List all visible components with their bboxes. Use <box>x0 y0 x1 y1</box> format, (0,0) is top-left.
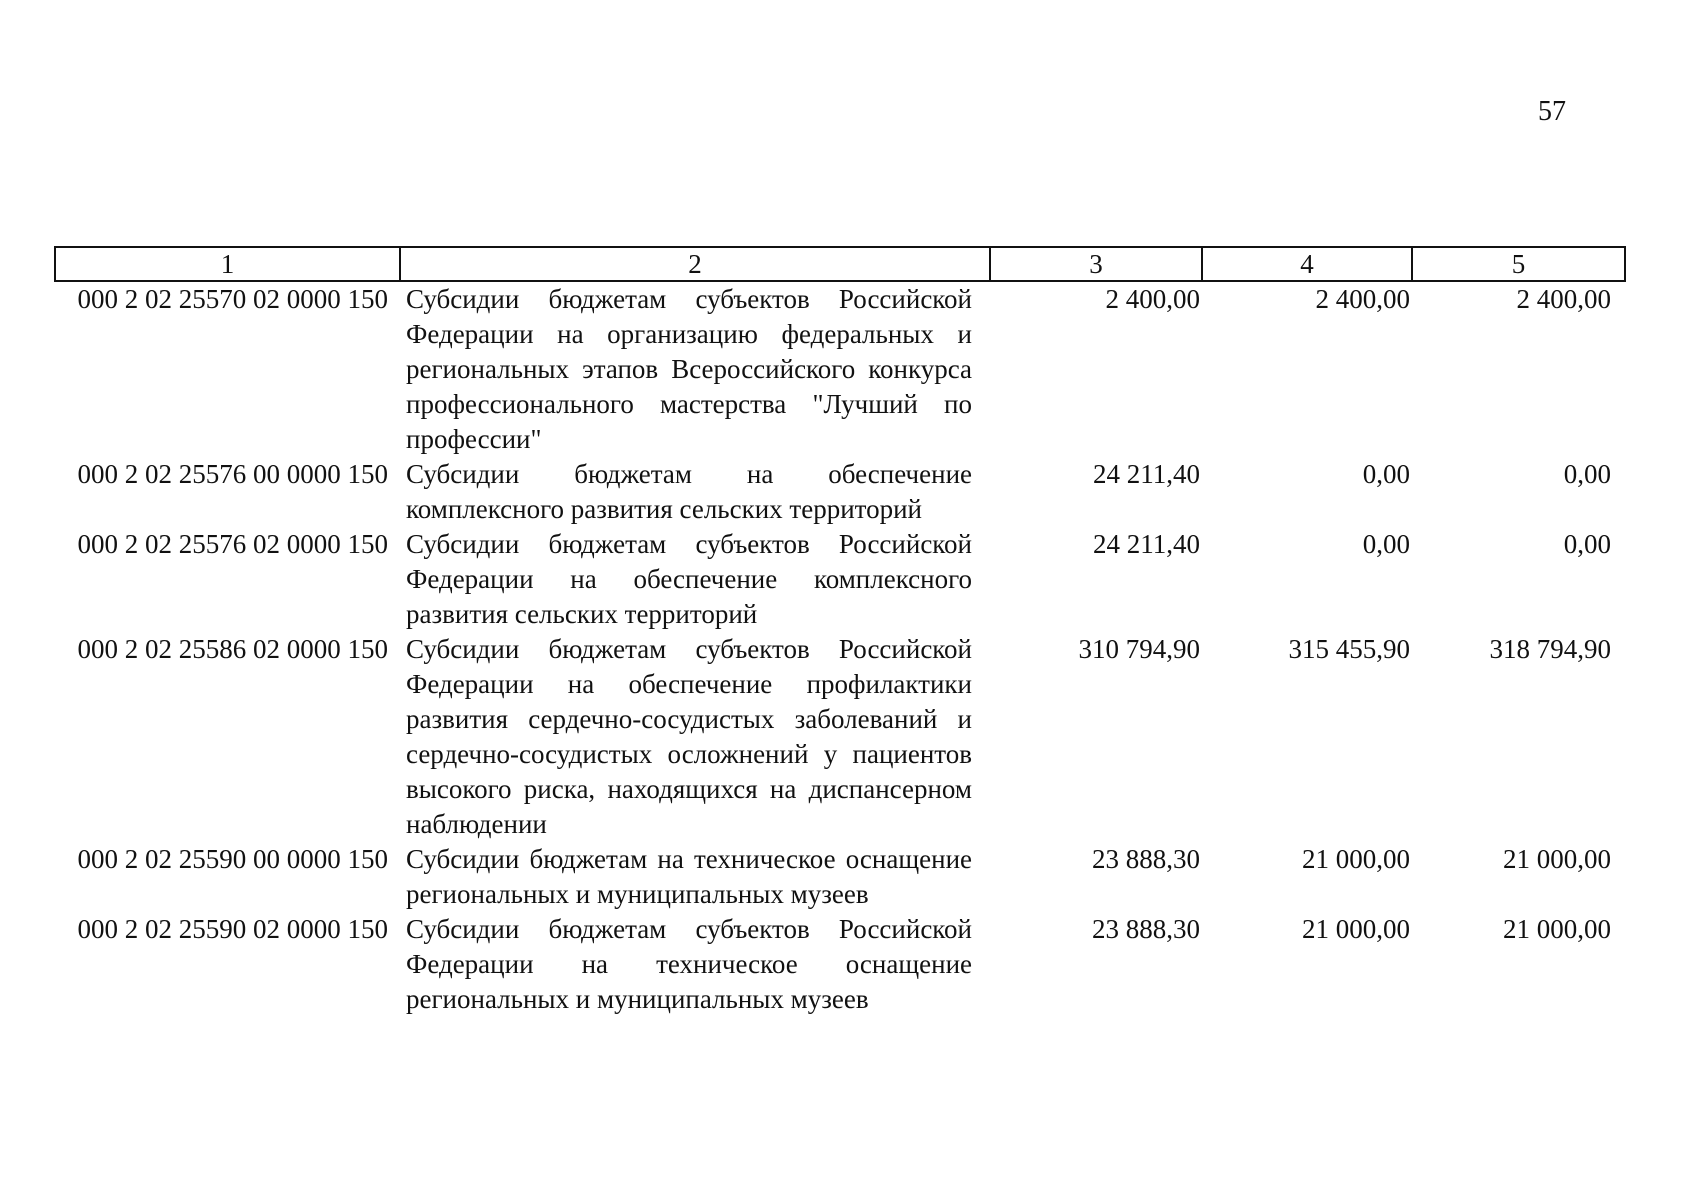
amount-col-5: 2 400,00 <box>1516 284 1611 314</box>
row-description: Субсидии бюджетам субъектов Российской Федерации на организацию федеральных и региональных этапов Всероссийского конкурса профессионального мастерства "Лучший по профессии" <box>406 284 972 454</box>
table-row <box>55 912 1625 1017</box>
header-col-3: 3 <box>990 247 1202 281</box>
amount-col-4: 2 400,00 <box>1315 284 1410 314</box>
budget-code: 000 2 02 25590 02 0000 150 <box>77 914 388 944</box>
amount-col-5: 0,00 <box>1563 529 1611 559</box>
amount-col-5: 21 000,00 <box>1503 914 1611 944</box>
row-description: Субсидии бюджетам субъектов Российской Федерации на обеспечение комплексного развития сельских территорий <box>406 529 972 629</box>
budget-code: 000 2 02 25590 00 0000 150 <box>77 844 388 874</box>
amount-col-5: 318 794,90 <box>1489 634 1611 664</box>
amount-col-4: 0,00 <box>1362 529 1410 559</box>
header-col-1: 1 <box>55 247 400 281</box>
table-row <box>55 527 1625 632</box>
amount-col-3: 310 794,90 <box>1078 634 1200 664</box>
table-header <box>55 247 1625 281</box>
page-number: 57 <box>1538 96 1566 127</box>
budget-code: 000 2 02 25586 02 0000 150 <box>77 634 388 664</box>
header-col-5: 5 <box>1412 247 1625 281</box>
amount-col-3: 2 400,00 <box>1105 284 1200 314</box>
amount-col-3: 23 888,30 <box>1092 914 1200 944</box>
amount-col-4: 21 000,00 <box>1302 844 1410 874</box>
amount-col-3: 24 211,40 <box>1093 459 1200 489</box>
budget-code: 000 2 02 25570 02 0000 150 <box>77 284 388 314</box>
row-description: Субсидии бюджетам на обеспечение комплексного развития сельских территорий <box>406 459 972 524</box>
amount-col-5: 21 000,00 <box>1503 844 1611 874</box>
table-row <box>55 457 1625 527</box>
amount-col-3: 23 888,30 <box>1092 844 1200 874</box>
row-description: Субсидии бюджетам субъектов Российской Федерации на техническое оснащение региональных и муниципальных музеев <box>406 914 972 1014</box>
row-description: Субсидии бюджетам субъектов Российской Федерации на обеспечение профилактики развития сердечно-сосудистых заболеваний и сердечно-сосудистых осложнений у пациентов высокого риска, находящихся на диспансерном наблюдении <box>406 634 972 839</box>
budget-code: 000 2 02 25576 02 0000 150 <box>77 529 388 559</box>
table-body <box>55 281 1625 1017</box>
table-row <box>55 281 1625 457</box>
amount-col-5: 0,00 <box>1563 459 1611 489</box>
header-row <box>55 247 1625 281</box>
row-description: Субсидии бюджетам на техническое оснащение региональных и муниципальных музеев <box>406 844 972 909</box>
budget-revenue-table <box>54 246 1626 1017</box>
amount-col-3: 24 211,40 <box>1093 529 1200 559</box>
table-row <box>55 842 1625 912</box>
header-col-4: 4 <box>1202 247 1412 281</box>
header-col-2: 2 <box>400 247 990 281</box>
budget-code: 000 2 02 25576 00 0000 150 <box>77 459 388 489</box>
amount-col-4: 21 000,00 <box>1302 914 1410 944</box>
amount-col-4: 315 455,90 <box>1288 634 1410 664</box>
amount-col-4: 0,00 <box>1362 459 1410 489</box>
table-row <box>55 632 1625 842</box>
